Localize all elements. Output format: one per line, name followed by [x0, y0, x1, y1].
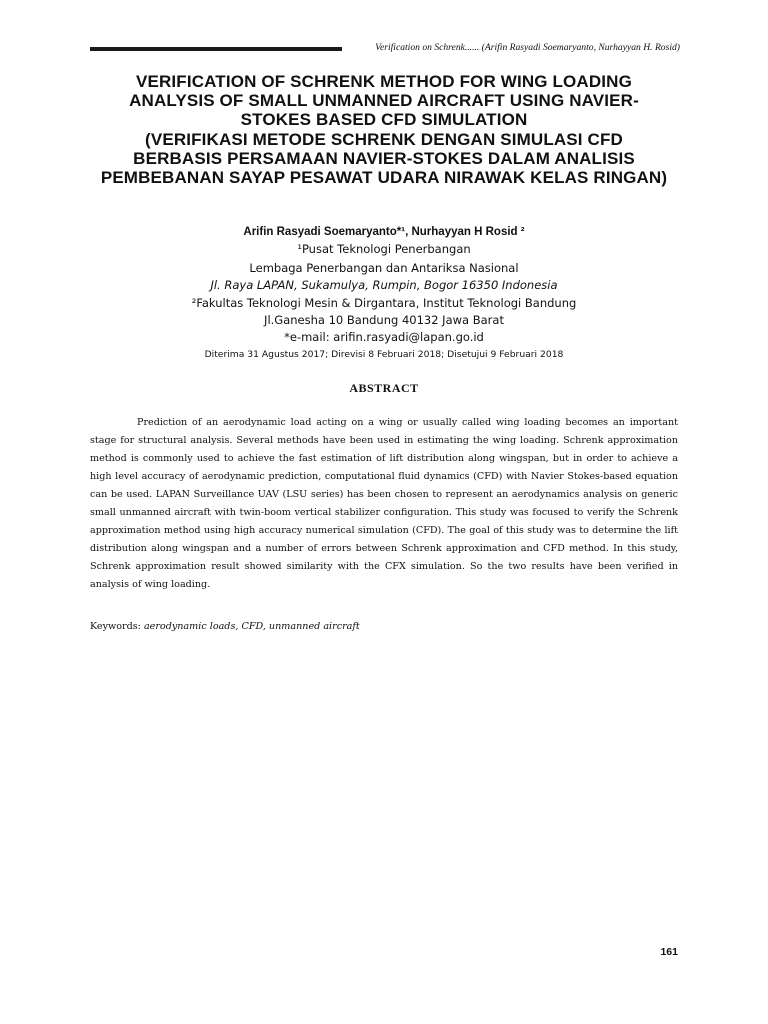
affiliation-line: ¹Pusat Teknologi Penerbangan	[297, 242, 471, 256]
title-line: STOKES BASED CFD SIMULATION	[240, 110, 528, 130]
running-head: Verification on Schrenk...... (Arifin Rasyadi Soemaryanto, Nurhayyan H. Rosid)	[375, 42, 680, 53]
affiliation-line: Jl.Ganesha 10 Bandung 40132 Jawa Barat	[264, 313, 504, 327]
author-list: Arifin Rasyadi Soemaryanto*¹, Nurhayyan H Rosid ²	[243, 226, 525, 238]
keywords-label: Keywords:	[90, 621, 144, 632]
title-line: PEMBEBANAN SAYAP PESAWAT UDARA NIRAWAK KELAS RINGAN)	[100, 168, 668, 188]
affiliation-line: Lembaga Penerbangan dan Antariksa Nasional	[249, 261, 519, 275]
keywords-list: aerodynamic loads, CFD, unmanned aircraft	[143, 621, 360, 632]
affiliation-address: Jl. Raya LAPAN, Sukamulya, Rumpin, Bogor 16350 Indonesia	[210, 278, 558, 292]
title-line: VERIFICATION OF SCHRENK METHOD FOR WING LOADING	[136, 72, 632, 91]
abstract-heading: ABSTRACT	[349, 381, 419, 395]
keywords	[90, 621, 678, 632]
author-email: *e-mail: arifin.rasyadi@lapan.go.id	[284, 330, 484, 344]
paper-title	[80, 72, 688, 187]
title-line: ANALYSIS OF SMALL UNMANNED AIRCRAFT USING NAVIER-	[129, 91, 639, 111]
abstract-body: Prediction of an aerodynamic load acting on a wing or usually called wing loading becomes an important stage for structural analysis. Several methods have been used in estimating the wing loading. Schrenk approximation method is commonly used to achieve the fast estimation of lift distribution along wingspan, but in order to achieve a high level accuracy of aerodynamic prediction, computational fluid dynamics (CFD) with Navier Stokes-based equation can be used. LAPAN Surveillance UAV (LSU series) has been chosen to represent an aerodynamics analysis on generic small unmanned aircraft with twin-boom vertical stabilizer configuration. This study was focused to verify the Schrenk approximation method using high accuracy numerical simulation (CFD). The goal of this study was to determine the lift distribution along wingspan and a number of errors between Schrenk approximation and CFD method. In this study, Schrenk approximation result showed similarity with the CFX simulation. So the two results have been verified in analysis of wing loading.	[90, 417, 678, 590]
affiliation-line: ²Fakultas Teknologi Mesin & Dirgantara, Institut Teknologi Bandung	[191, 296, 577, 310]
title-line: BERBASIS PERSAMAAN NAVIER-STOKES DALAM ANALISIS	[133, 148, 635, 168]
title-line: (VERIFIKASI METODE SCHRENK DENGAN SIMULASI CFD	[145, 129, 623, 149]
header-rule	[90, 47, 342, 51]
submission-dates: Diterima 31 Agustus 2017; Direvisi 8 Februari 2018; Disetujui 9 Februari 2018	[204, 349, 564, 360]
page-number: 161	[660, 946, 678, 958]
